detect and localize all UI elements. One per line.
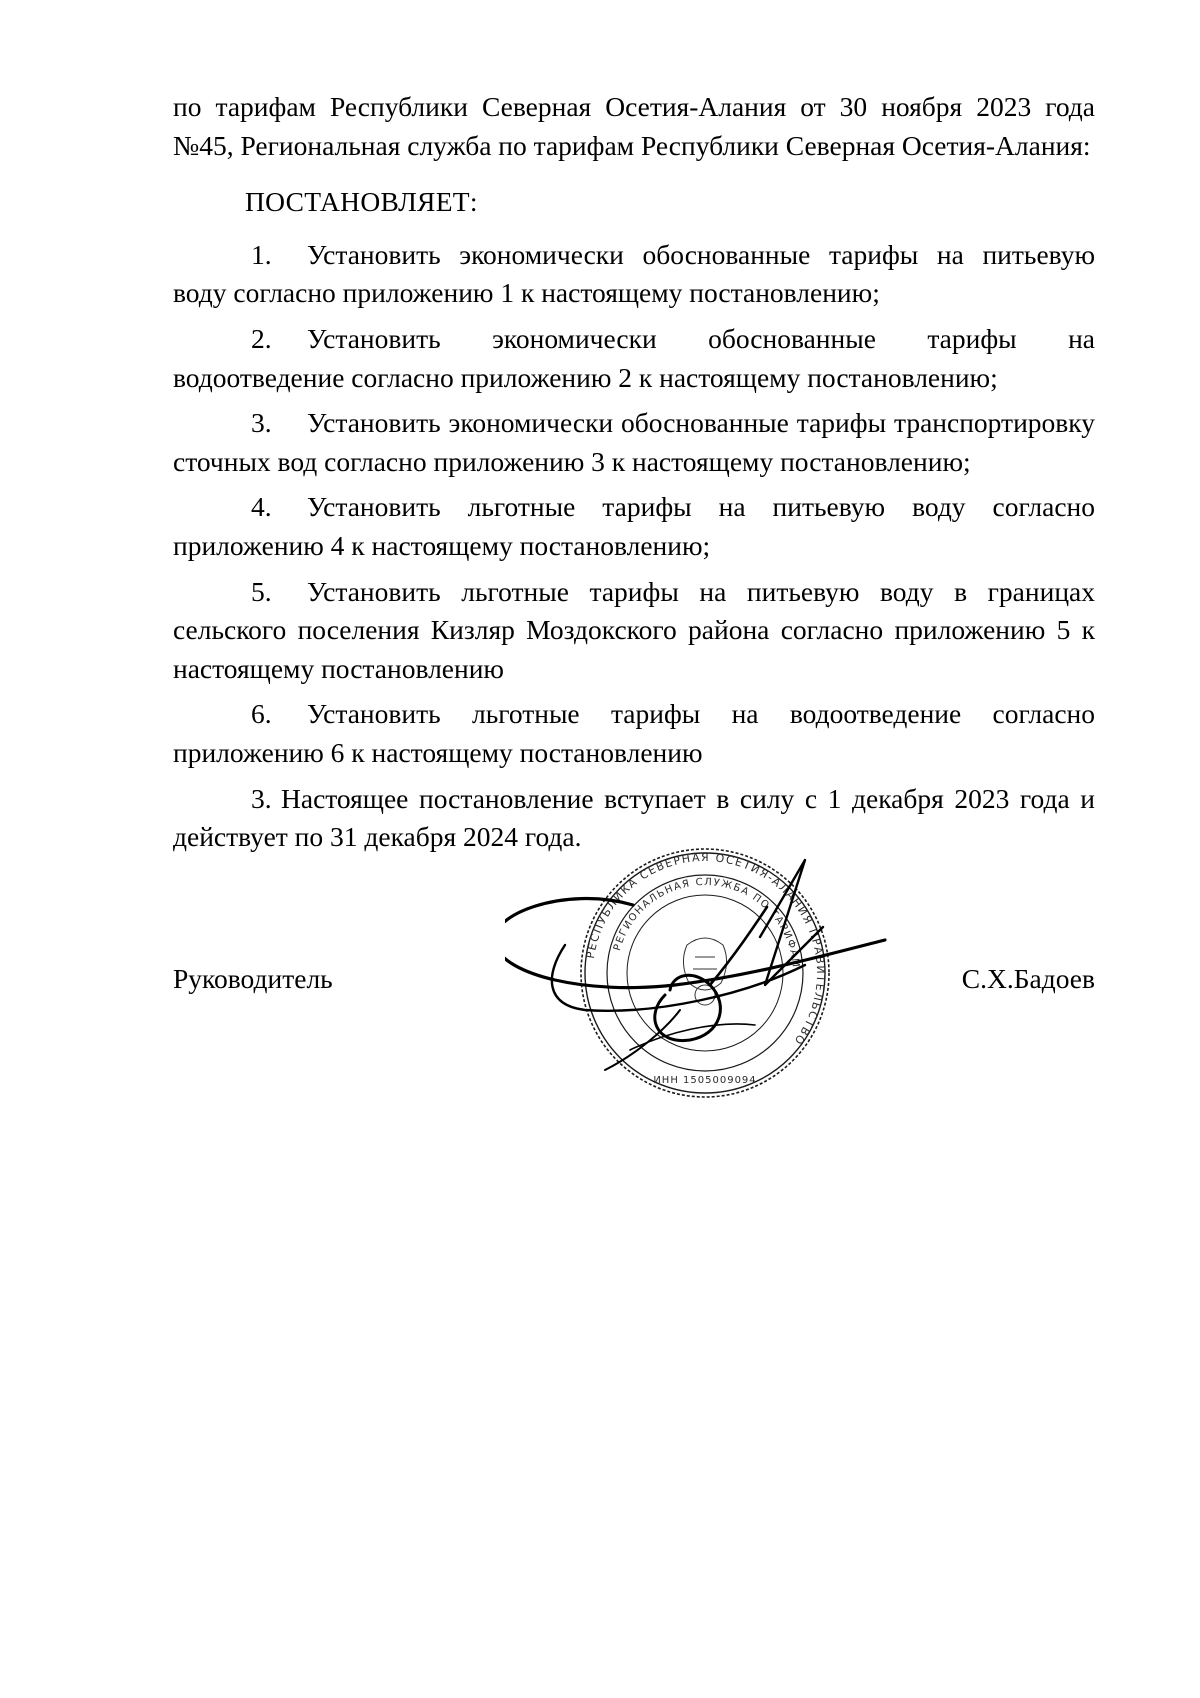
item-number: 3. — [251, 782, 272, 814]
resolution-item-4 — [173, 488, 1095, 565]
resolution-item-5 — [173, 573, 1095, 689]
resolution-item-2 — [173, 320, 1095, 397]
resolves-heading: ПОСТАНОВЛЯЕТ: — [245, 186, 478, 218]
signatory-title: Руководитель — [173, 963, 333, 994]
item-text: Установить льготные тарифы на питьевую воду в границах сельского поселения Кизляр Моздокского района согласно приложению 5 к настоящему постановлению — [173, 575, 1095, 684]
item-text: Установить экономически обоснованные тарифы транспортировку сточных вод согласно приложению 3 к настоящему постановлению; — [173, 407, 1095, 477]
item-number: 3. — [251, 407, 272, 439]
intro-paragraph: по тарифам Республики Северная Осетия-Алания от 30 ноября 2023 года №45, Региональная служба по тарифам Республики Северная Осетия-Алания: — [173, 91, 1095, 161]
item-number: 5. — [251, 575, 272, 607]
item-text: Установить экономически обоснованные тарифы на питьевую воду согласно приложению 1 к настоящему постановлению; — [173, 238, 1095, 309]
item-number: 1. — [251, 238, 272, 270]
item-number: 4. — [251, 491, 272, 523]
item-text: Установить льготные тарифы на питьевую воду согласно приложению 4 к настоящему постановлению; — [173, 491, 1095, 561]
svg-text:ИНН 1505009094: ИНН 1505009094 — [653, 1075, 757, 1086]
signatory-name: С.Х.Бадоев — [961, 963, 1095, 994]
signature-block — [173, 960, 1095, 1004]
item-number: 2. — [251, 322, 272, 354]
item-text: Установить льготные тарифы на водоотведение согласно приложению 6 к настоящему постановлению — [173, 698, 1095, 768]
resolution-item-3 — [173, 404, 1095, 481]
resolution-item-6 — [173, 695, 1095, 772]
item-text: Настоящее постановление вступает в силу с 1 декабря 2023 года и действует по 31 декабря 2024 года. — [173, 782, 1095, 853]
svg-text:РЕГИОНАЛЬНАЯ СЛУЖБА ПО ТАРИФАМ: РЕГИОНАЛЬНАЯ СЛУЖБА ПО ТАРИФАМ — [612, 876, 801, 970]
svg-text:РЕСПУБЛИКА СЕВЕРНАЯ ОСЕТИЯ-АЛА: РЕСПУБЛИКА СЕВЕРНАЯ ОСЕТИЯ-АЛАНИЯ ПРАВИТЕЛЬСТВО — [583, 850, 828, 1048]
item-text: Установить экономически обоснованные тарифы на водоотведение согласно приложению 2 к настоящему постановлению; — [173, 322, 1095, 393]
resolution-item-1 — [173, 236, 1095, 313]
document-body — [173, 88, 1095, 857]
item-number: 6. — [251, 698, 272, 730]
